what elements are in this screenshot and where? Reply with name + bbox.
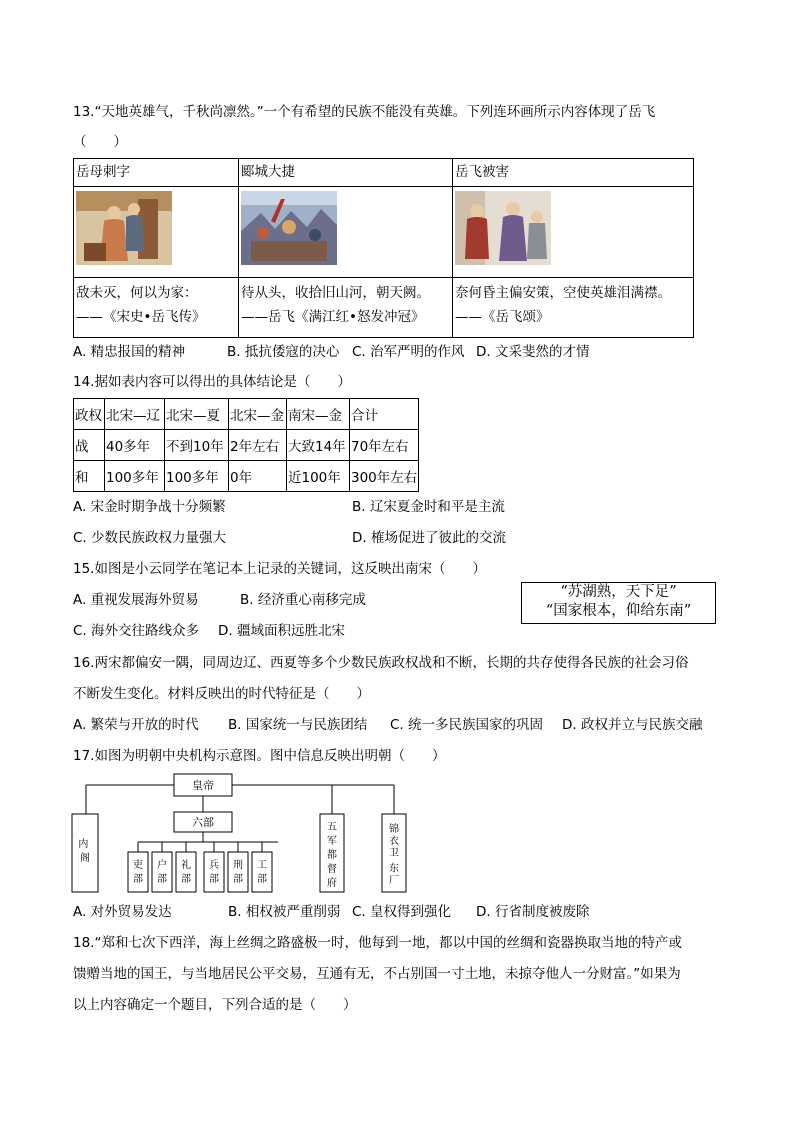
q14-cell: 不到10年 xyxy=(165,430,229,461)
q16-option-b[interactable]: B. 国家统一与民族团结 xyxy=(228,717,368,733)
q13-option-b[interactable]: B. 抵抗倭寇的决心 xyxy=(227,344,340,360)
q13-caption-3-line-2: ——《岳飞颂》 xyxy=(455,309,550,325)
q14-cell: 近100年 xyxy=(287,461,350,492)
q13-stem: 13.“天地英雄气，千秋尚凛然。”一个有希望的民族不能没有英雄。下列连环画所示内容体现了岳飞 xyxy=(73,104,656,120)
q18-line-3: 以上内容确定一个题目，下列合适的是（ ） xyxy=(73,997,357,1013)
q16-option-c[interactable]: C. 统一多民族国家的巩固 xyxy=(390,717,544,733)
q13-caption-2-line-1: 待从头，收拾旧山河，朝天阙。 xyxy=(241,285,430,301)
q15-option-a[interactable]: A. 重视发展海外贸易 xyxy=(73,592,199,608)
q14-cell: 和 xyxy=(74,461,105,492)
ministry-box xyxy=(228,852,248,892)
wujun-label xyxy=(327,821,337,889)
yue-mother-tattoo-illustration xyxy=(76,191,172,265)
ministry-box xyxy=(176,852,196,892)
q17-option-a[interactable]: A. 对外贸易发达 xyxy=(73,904,172,920)
q13-image-cell-1 xyxy=(74,187,239,278)
jinyiwei-label xyxy=(389,822,399,887)
q13-caption-1-line-2: ——《宋史•岳飞传》 xyxy=(76,309,206,325)
ministry-label: 刑部 xyxy=(233,860,243,885)
cabinet-char-1: 内 xyxy=(78,839,89,850)
q14-cell: 100多年 xyxy=(105,461,165,492)
q17-option-d[interactable]: D. 行省制度被废除 xyxy=(476,904,590,920)
q13-image-cell-2 xyxy=(239,187,453,278)
wujun-text-text: 五军都督府 xyxy=(327,822,337,889)
q13-option-d[interactable]: D. 文采斐然的才情 xyxy=(476,344,590,360)
q15-quote-line-1: “苏湖熟，天下足” xyxy=(560,584,677,600)
q14-cell: 北宋—辽 xyxy=(105,399,165,430)
q14-table xyxy=(73,398,419,492)
q17-option-b[interactable]: B. 相权被严重削弱 xyxy=(228,904,341,920)
ministry-label: 工部 xyxy=(257,860,267,885)
q16-stem-line-1: 16.两宋都偏安一隅，同周边辽、西夏等多个少数民族政权战和不断，长期的共存使得各民族的社会习俗 xyxy=(73,655,689,671)
q13-caption-3-line-1: 奈何昏主偏安策，空使英雄泪满襟。 xyxy=(455,285,671,301)
q14-cell: 0年 xyxy=(229,461,287,492)
q16-option-a[interactable]: A. 繁荣与开放的时代 xyxy=(73,717,199,733)
q13-header-3: 岳飞被害 xyxy=(453,159,694,187)
q14-option-c[interactable]: C. 少数民族政权力量强大 xyxy=(73,530,227,546)
q14-cell: 北宋—夏 xyxy=(165,399,229,430)
q13-caption-1-line-1: 敌未灭，何以为家： xyxy=(76,285,198,301)
q14-stem: 14.据如表内容可以得出的具体结论是（ ） xyxy=(73,374,351,390)
q14-cell: 100多年 xyxy=(165,461,229,492)
q13-option-a[interactable]: A. 精忠报国的精神 xyxy=(73,344,186,360)
jinyi-text-text: 锦衣卫东厂 xyxy=(389,824,399,887)
q16-option-d[interactable]: D. 政权并立与民族交融 xyxy=(562,717,703,733)
q17-option-c[interactable]: C. 皇权得到强化 xyxy=(352,904,452,920)
yancheng-victory-illustration xyxy=(241,191,337,265)
q14-cell: 40多年 xyxy=(105,430,165,461)
q15-quote-line-2: “国家根本，仰给东南” xyxy=(545,603,692,619)
emperor-label: 皇帝 xyxy=(192,779,214,792)
q16-stem-line-2: 不断发生变化。材料反映出的时代特征是（ ） xyxy=(73,686,370,702)
q18-line-1: 18.“郑和七次下西洋，海上丝绸之路盛极一时，他每到一地，都以中国的丝绸和瓷器换取当地的特产或 xyxy=(73,935,682,951)
q14-option-d[interactable]: D. 榷场促进了彼此的交流 xyxy=(352,530,506,546)
cabinet-char-2: 阁 xyxy=(80,853,90,864)
q14-cell: 2年左右 xyxy=(229,430,287,461)
q13-caption-2-line-2: ——岳飞《满江红•怒发冲冠》 xyxy=(241,309,425,325)
ministry-box xyxy=(128,852,148,892)
q14-cell: 大致14年 xyxy=(287,430,350,461)
q14-cell: 合计 xyxy=(350,399,419,430)
q14-option-a[interactable]: A. 宋金时期争战十分频繁 xyxy=(73,499,226,515)
q13-image-cell-3 xyxy=(453,187,694,278)
ministry-box xyxy=(204,852,224,892)
q14-cell: 70年左右 xyxy=(350,430,419,461)
ministry-label: 礼部 xyxy=(181,860,191,885)
ministry-box xyxy=(252,852,272,892)
ministry-label: 兵部 xyxy=(209,860,219,885)
q15-quote-box xyxy=(521,582,716,624)
q15-stem: 15.如图是小云同学在笔记本上记录的关键词，这反映出南宋（ ） xyxy=(73,561,486,577)
ministries-group xyxy=(128,842,272,892)
q13-header-1: 岳母刺字 xyxy=(74,159,239,187)
q13-table xyxy=(73,158,694,338)
ministry-box xyxy=(152,852,172,892)
q14-cell: 战 xyxy=(74,430,105,461)
yue-fei-murdered-illustration xyxy=(455,191,551,265)
q14-cell: 南宋—金 xyxy=(287,399,350,430)
q14-option-b[interactable]: B. 辽宋夏金时和平是主流 xyxy=(352,499,505,515)
q13-caption-cell-3 xyxy=(453,278,694,338)
q14-cell: 政权 xyxy=(74,399,105,430)
ming-central-institutions-diagram xyxy=(70,772,410,896)
q15-option-d[interactable]: D. 疆域面积远胜北宋 xyxy=(218,623,345,639)
q15-option-b[interactable]: B. 经济重心南移完成 xyxy=(240,592,366,608)
q13-header-2: 郾城大捷 xyxy=(239,159,453,187)
ministry-label: 户部 xyxy=(157,860,167,885)
q14-cell: 北宋—金 xyxy=(229,399,287,430)
q13-option-c[interactable]: C. 治军严明的作风 xyxy=(352,344,465,360)
q14-cell: 300年左右 xyxy=(350,461,419,492)
q13-caption-cell-2 xyxy=(239,278,453,338)
six-ministries-label: 六部 xyxy=(192,816,214,829)
ministry-label: 吏部 xyxy=(133,860,143,885)
q15-option-c[interactable]: C. 海外交往路线众多 xyxy=(73,623,200,639)
q17-stem: 17.如图为明朝中央机构示意图。图中信息反映出明朝（ ） xyxy=(73,748,446,764)
q18-line-2: 馈赠当地的国王，与当地居民公平交易，互通有无，不占别国一寸土地，未掠夺他人一分财富。”如果为 xyxy=(73,966,681,982)
q13-paren: （ ） xyxy=(73,134,127,150)
q13-caption-cell-1 xyxy=(74,278,239,338)
